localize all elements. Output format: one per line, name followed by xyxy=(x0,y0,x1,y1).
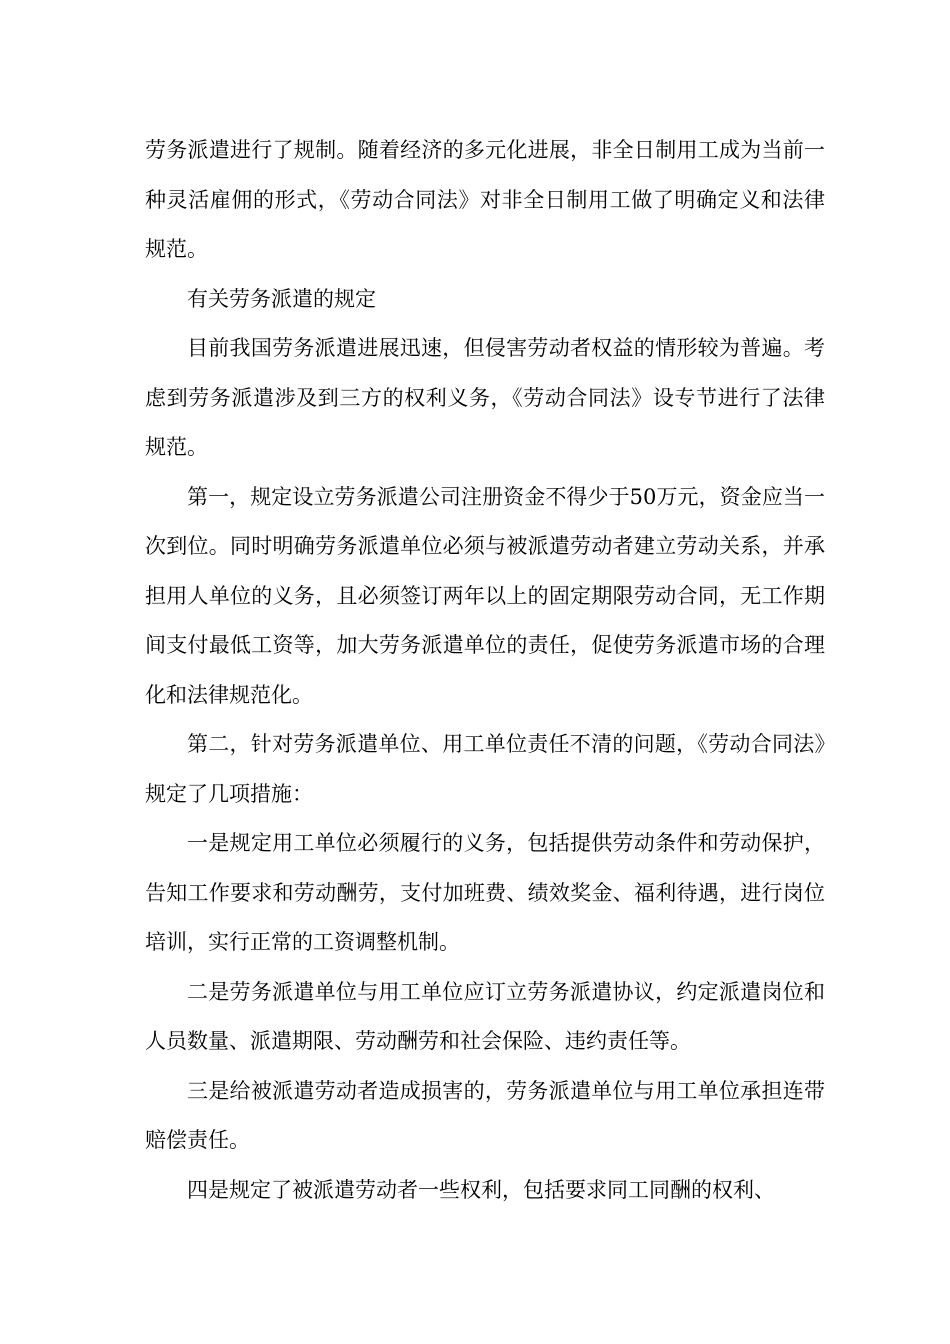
paragraph-overview: 目前我国劳务派遣进展迅速，但侵害劳动者权益的情形较为普遍。考虑到劳务派遣涉及到三方的权利义务，《劳动合同法》设专节进行了法律规范。 xyxy=(145,336,825,459)
paragraph-second-rule: 第二，针对劳务派遣单位、用工单位责任不清的问题，《劳动合同法》规定了几项措施： xyxy=(145,732,825,806)
paragraph-item-three: 三是给被派遣劳动者造成损害的，劳务派遣单位与用工单位承担连带赔偿责任。 xyxy=(145,1078,825,1152)
document-page xyxy=(145,126,825,1215)
paragraph-first-rule: 第一，规定设立劳务派遣公司注册资金不得少于50万元，资金应当一次到位。同时明确劳务派遣单位必须与被派遣劳动者建立劳动关系，并承担用人单位的义务，且必须签订两年以上的固定期限劳动合同，无工作期间支付最低工资等，加大劳务派遣单位的责任，促使劳务派遣市场的合理化和法律规范化。 xyxy=(145,484,825,707)
section-heading: 有关劳务派遣的规定 xyxy=(187,286,376,311)
paragraph-item-two: 二是劳务派遣单位与用工单位应订立劳务派遣协议，约定派遣岗位和人员数量、派遣期限、劳动酬劳和社会保险、违约责任等。 xyxy=(145,979,825,1053)
paragraph-item-one: 一是规定用工单位必须履行的义务，包括提供劳动条件和劳动保护，告知工作要求和劳动酬劳，支付加班费、绩效奖金、福利待遇，进行岗位培训，实行正常的工资调整机制。 xyxy=(145,831,825,954)
paragraph-item-four: 四是规定了被派遣劳动者一些权利，包括要求同工同酬的权利、 xyxy=(187,1177,775,1202)
paragraph-continuation: 劳务派遣进行了规制。随着经济的多元化进展，非全日制用工成为当前一种灵活雇佣的形式，《劳动合同法》对非全日制用工做了明确定义和法律规范。 xyxy=(145,138,825,261)
